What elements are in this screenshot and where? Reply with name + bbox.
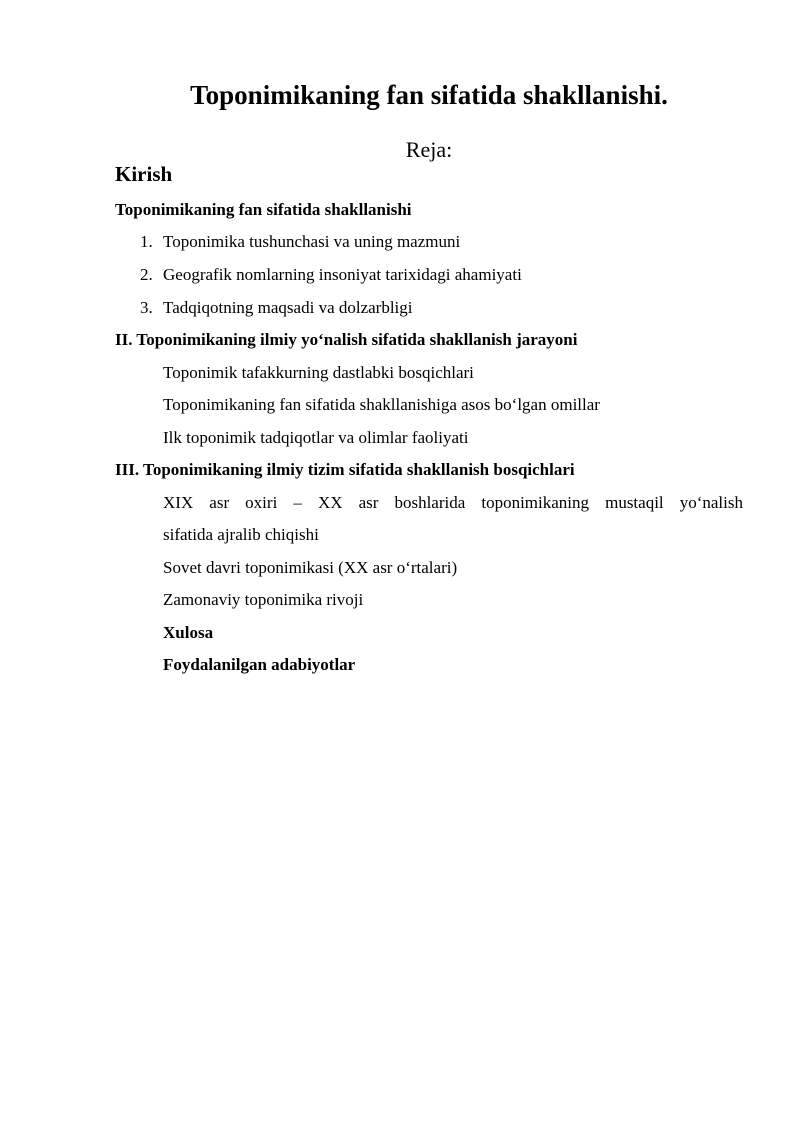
references-heading: Foydalanilgan adabiyotlar bbox=[163, 655, 356, 674]
section3-heading: III. Toponimikaning ilmiy tizim sifatida shakllanish bosqichlari bbox=[115, 460, 575, 479]
list-item-text: Toponimikaning fan sifatida shakllanishiga asos bo‘lgan omillar bbox=[163, 395, 600, 414]
list-item-text: Ilk toponimik tadqiqotlar va olimlar faoliyati bbox=[163, 428, 469, 447]
plan-label: Reja: bbox=[405, 137, 453, 162]
section1-heading: Toponimikaning fan sifatida shakllanishi bbox=[115, 200, 412, 219]
list-item-number: 3. bbox=[140, 298, 153, 317]
list-item-text-continued: sifatida ajralib chiqishi bbox=[163, 525, 319, 544]
document-title: Toponimikaning fan sifatida shakllanishi. bbox=[190, 80, 668, 110]
list-item-number: 1. bbox=[140, 232, 153, 251]
list-item-text: Tadqiqotning maqsadi va dolzarbligi bbox=[163, 298, 413, 317]
list-item-text: Zamonaviy toponimika rivoji bbox=[163, 590, 364, 609]
conclusion-heading: Xulosa bbox=[163, 623, 214, 642]
list-item-number: 2. bbox=[140, 265, 153, 284]
list-item-text: Geografik nomlarning insoniyat tarixidagi ahamiyati bbox=[163, 265, 522, 284]
intro-heading: Kirish bbox=[115, 162, 173, 186]
list-item-text: Toponimik tafakkurning dastlabki bosqichlari bbox=[163, 363, 474, 382]
section2-heading: II. Toponimikaning ilmiy yo‘nalish sifatida shakllanish jarayoni bbox=[115, 330, 578, 349]
list-item-text: XIX asr oxiri – XX asr boshlarida toponimikaning mustaqil yo‘nalish bbox=[163, 493, 743, 512]
list-item-text: Toponimika tushunchasi va uning mazmuni bbox=[163, 232, 461, 251]
list-item-text: Sovet davri toponimikasi (XX asr o‘rtalari) bbox=[163, 558, 458, 577]
